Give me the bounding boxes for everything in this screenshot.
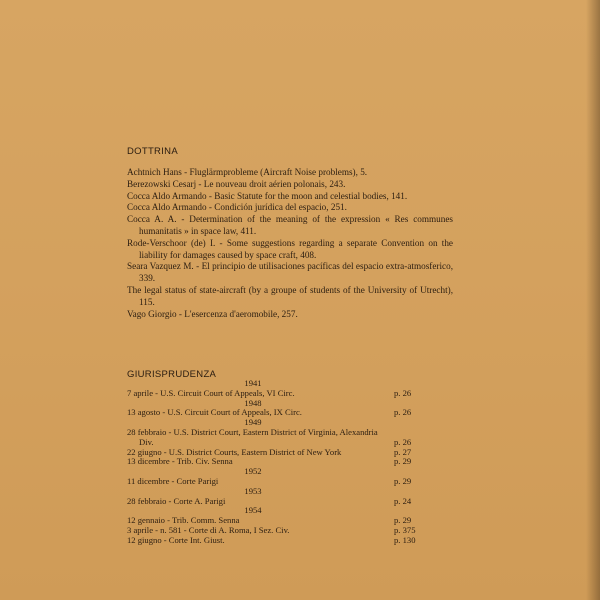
case-page-ref: p. 26 xyxy=(394,436,412,447)
case-text: 28 febbraio - U.S. District Court, Eastern District of Virginia, Alexandria Div. xyxy=(127,426,378,447)
case-entry xyxy=(127,497,434,507)
case-entry xyxy=(127,408,434,418)
dottrina-entry: Rode-Verschoor (de) I. - Some suggestions regarding a separate Convention on the liability for damages caused by space craft, 408. xyxy=(127,237,453,260)
dottrina-entry: Cocca Aldo Armando - Basic Statute for the moon and celestial bodies, 141. xyxy=(127,190,408,201)
dottrina-entry: Cocca A. A. - Determination of the meaning of the expression « Res communes humanitatis » in space law, 411. xyxy=(127,214,453,236)
case-entry xyxy=(127,477,434,487)
dottrina-entry: Vago Giorgio - L'esercenza d'aeromobile, 257. xyxy=(127,308,298,319)
case-text: 11 dicembre - Corte Parigi xyxy=(127,475,219,486)
case-page-ref: p. 24 xyxy=(394,495,412,506)
case-page-ref: p. 27 xyxy=(394,446,412,457)
dottrina-entry: The legal status of state-aircraft (by a groupe of students of the University of Utrecht), 115. xyxy=(127,284,453,307)
case-text: 3 aprile - n. 581 - Corte di A. Roma, I Sez. Civ. xyxy=(127,524,290,535)
giurisprudenza-case-list xyxy=(127,379,434,546)
case-entry xyxy=(127,536,434,546)
case-entry xyxy=(127,457,434,467)
case-page-ref: p. 29 xyxy=(394,475,412,486)
dottrina-entry: Seara Vazquez M. - El principio de utilisaciones pacíficas del espacio extra-atmosferico, 339. xyxy=(127,261,453,284)
dottrina-entry: Achtnich Hans - Fluglärmprobleme (Aircraft Noise problems), 5. xyxy=(127,167,368,177)
case-entry xyxy=(127,389,434,399)
case-text: 12 gennaio - Trib. Comm. Senna xyxy=(127,515,240,526)
section-title-giurisprudenza: GIURISPRUDENZA xyxy=(127,369,217,380)
case-text: 12 giugno - Corte Int. Giust. xyxy=(127,534,225,545)
case-page-ref: p. 26 xyxy=(394,407,412,418)
dottrina-entry: Cocca Aldo Armando - Condición jurídica del espacio, 251. xyxy=(127,202,347,213)
case-page-ref: p. 29 xyxy=(394,456,412,467)
year-heading: 1952 xyxy=(244,466,262,477)
case-page-ref: p. 375 xyxy=(394,524,416,535)
case-entry xyxy=(127,428,434,448)
case-text: 13 dicembre - Trib. Civ. Senna xyxy=(127,456,233,467)
year-heading: 1954 xyxy=(244,505,262,516)
dottrina-entry-list xyxy=(127,167,453,320)
section-title-dottrina: DOTTRINA xyxy=(127,146,178,157)
case-page-ref: p. 26 xyxy=(394,387,412,398)
case-text: 28 febbraio - Corte A. Parigi xyxy=(127,495,226,506)
year-heading: 1953 xyxy=(244,485,262,496)
case-text: 13 agosto - U.S. Circuit Court of Appeals, IX Circ. xyxy=(127,407,302,418)
year-heading: 1948 xyxy=(244,397,262,408)
case-page-ref: p. 29 xyxy=(394,515,412,526)
page-edge-shadow xyxy=(586,0,600,600)
year-heading: 1941 xyxy=(244,378,262,388)
year-heading: 1949 xyxy=(244,417,262,428)
case-text: 22 giugno - U.S. District Courts, Eastern District of New York xyxy=(127,446,342,457)
dottrina-entry: Berezowski Cesarj - Le nouveau droit aérien polonais, 243. xyxy=(127,178,346,189)
case-page-ref: p. 130 xyxy=(394,534,416,545)
case-text: 7 aprile - U.S. Circuit Court of Appeals, VI Circ. xyxy=(127,387,295,398)
